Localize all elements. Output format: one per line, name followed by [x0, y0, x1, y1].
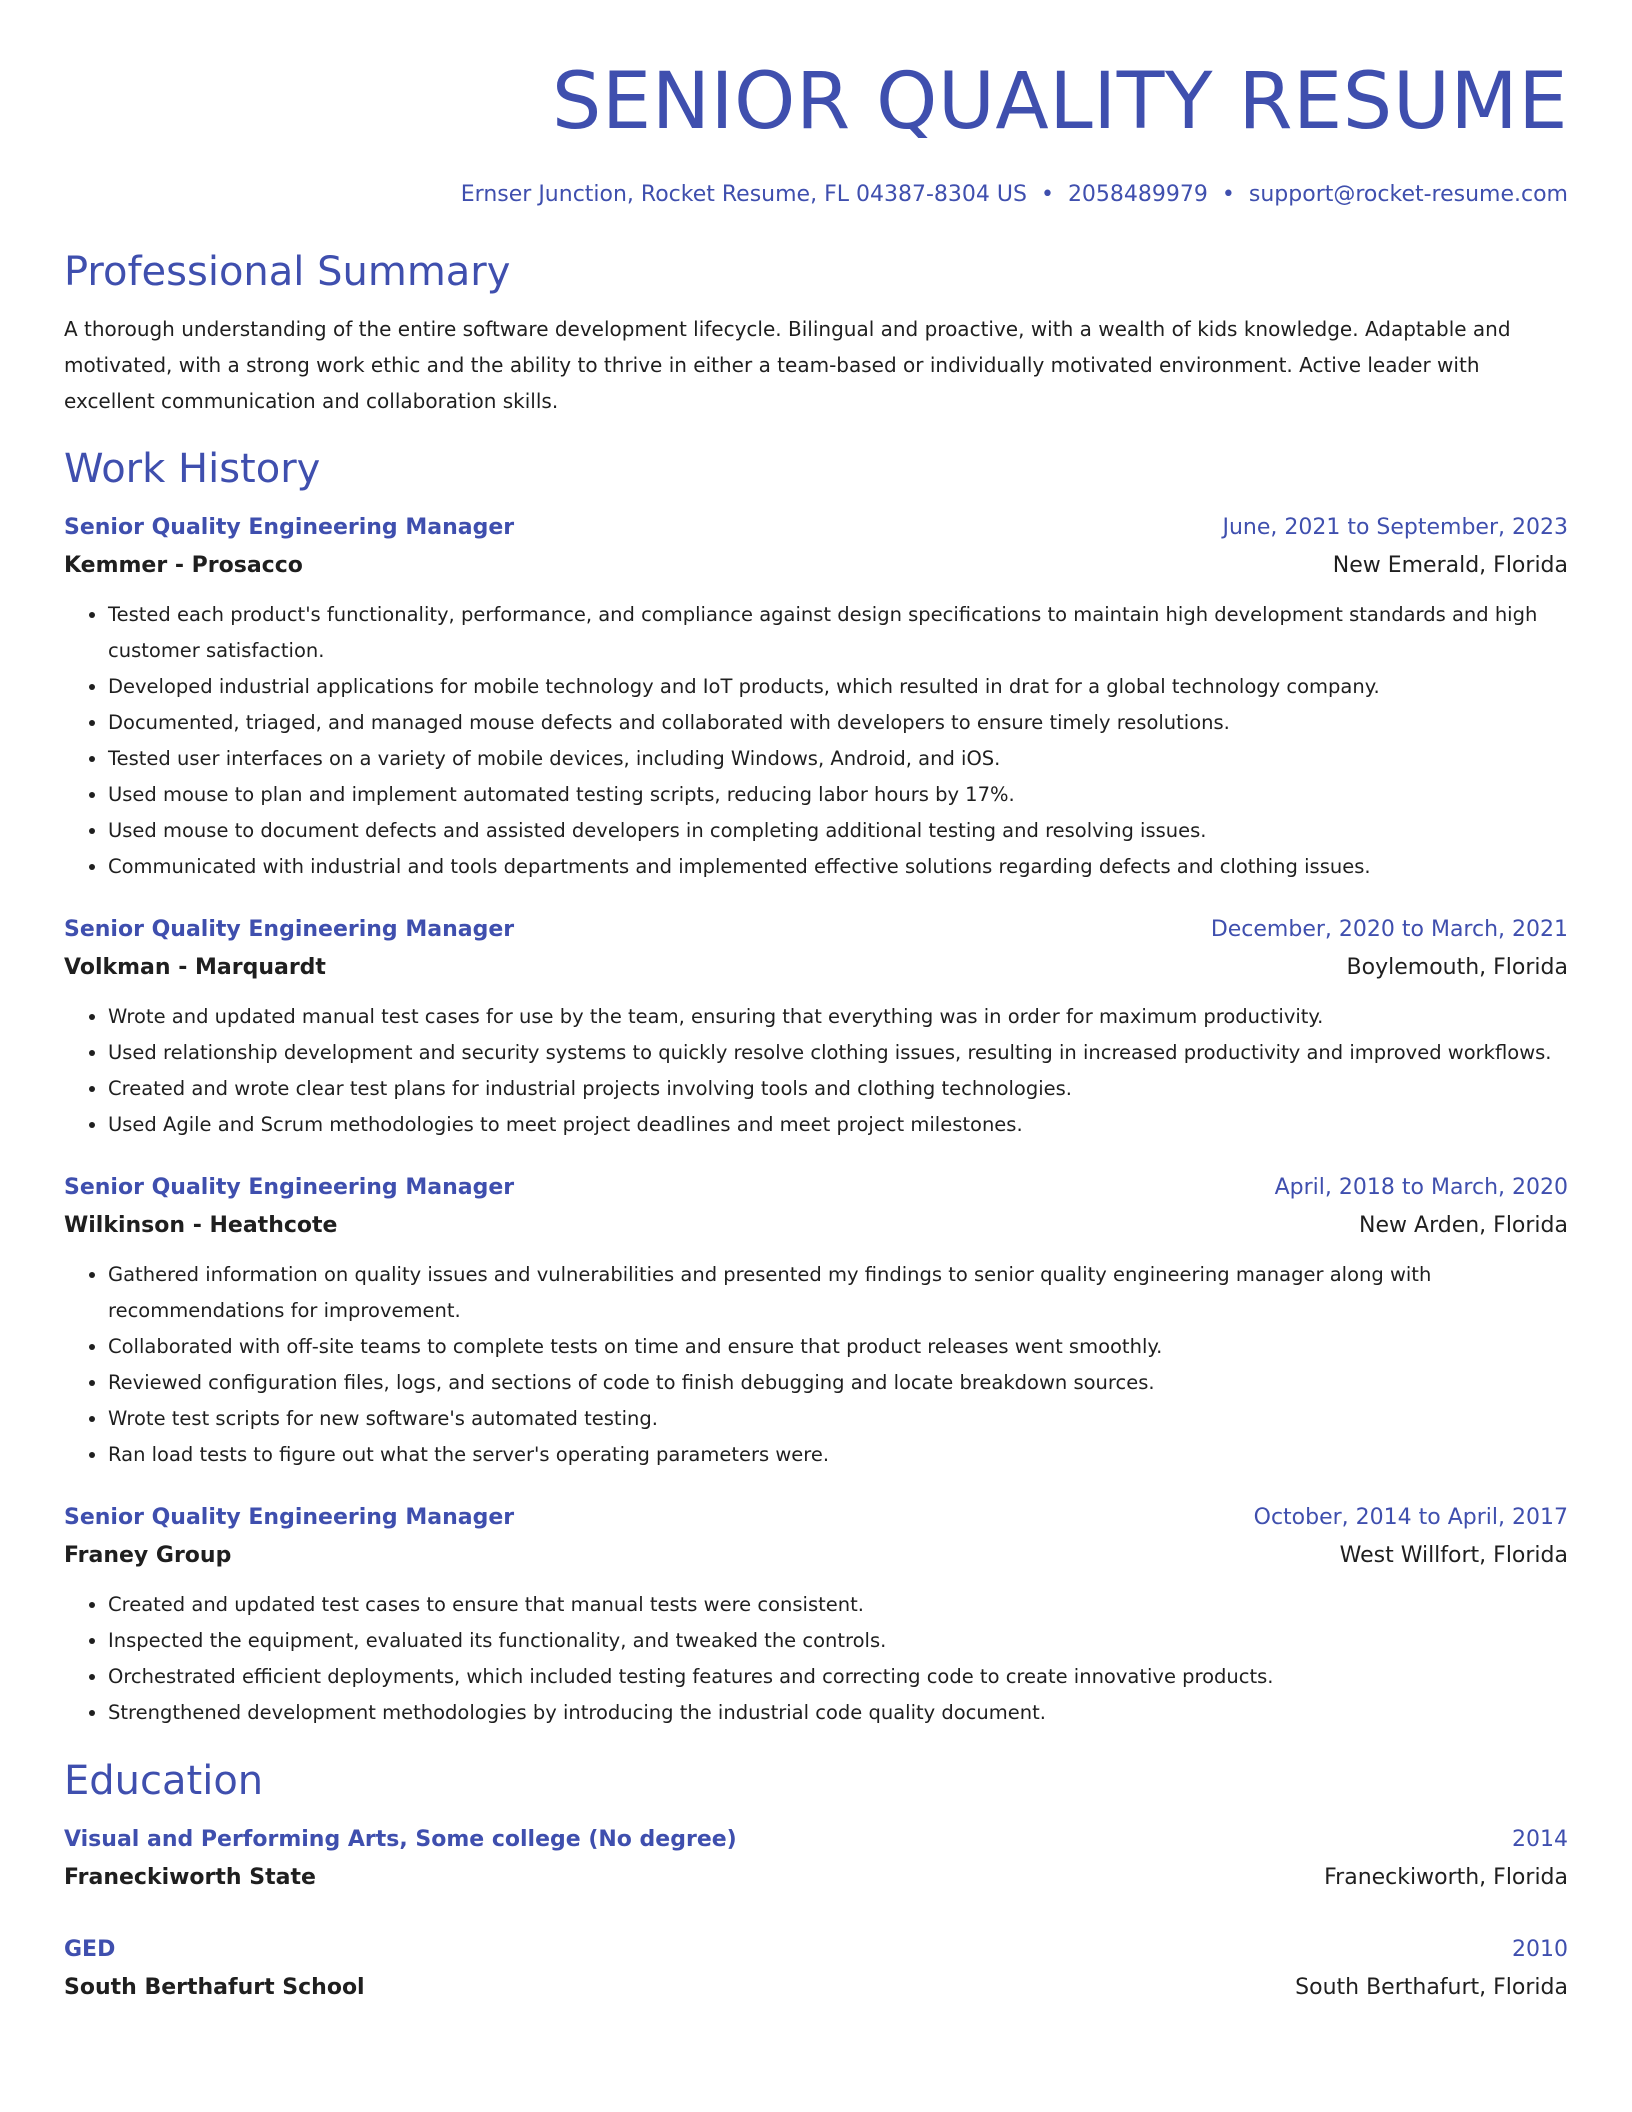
job-company-row [64, 549, 1568, 583]
job-bullet-list [64, 597, 1568, 885]
education-entry [64, 1933, 1568, 2005]
job-bullet: • Created and updated test cases to ensure that manual tests were consistent. [108, 1587, 1568, 1623]
section-title-summary: Professional Summary [64, 249, 511, 295]
summary-text: A thorough understanding of the entire software development lifecycle. Bilingual and proactive, with a wealth of kids knowledge. Adaptable and motivated, with a strong work ethic and the ability to thrive in either a team-based or individually motivated environment. Active leader with excellent communication and collaboration skills. [64, 317, 1511, 413]
job-company: Wilkinson - Heathcote [64, 1213, 338, 1238]
contact-email[interactable]: support@rocket-resume.com [1248, 182, 1568, 207]
education-degree: GED [64, 1937, 116, 1962]
section-title-work-history: Work History [64, 446, 321, 492]
job-entry [64, 913, 1568, 1143]
job-company: Franey Group [64, 1543, 232, 1568]
job-bullet: • Used relationship development and security systems to quickly resolve clothing issues, resulting in increased productivity and improved workflows. [108, 1035, 1568, 1071]
education-school: Franeckiworth State [64, 1865, 316, 1890]
section-title-education: Education [64, 1758, 264, 1804]
education-year: 2014 [1512, 1827, 1568, 1852]
contact-separator: • [1040, 182, 1054, 207]
education-location: Franeckiworth, Florida [1324, 1865, 1568, 1890]
job-entry [64, 1171, 1568, 1473]
job-entry [64, 1501, 1568, 1731]
job-bullet: • Inspected the equipment, evaluated its functionality, and tweaked the controls. [108, 1623, 1568, 1659]
job-bullet: • Tested user interfaces on a variety of mobile devices, including Windows, Android, and iOS. [108, 741, 1568, 777]
education-year: 2010 [1512, 1937, 1568, 1962]
job-bullet: • Used mouse to plan and implement automated testing scripts, reducing labor hours by 17%. [108, 777, 1568, 813]
job-company: Kemmer - Prosacco [64, 553, 303, 578]
job-dates: June, 2021 to September, 2023 [1222, 515, 1568, 540]
education-header-row [64, 1823, 1568, 1857]
job-company-row [64, 1209, 1568, 1243]
job-bullet: • Communicated with industrial and tools departments and implemented effective solutions regarding defects and clothing issues. [108, 849, 1568, 885]
job-bullet: • Strengthened development methodologies by introducing the industrial code quality document. [108, 1695, 1568, 1731]
job-header-row [64, 1501, 1568, 1535]
job-company-row [64, 1539, 1568, 1573]
contact-phone: 2058489979 [1067, 182, 1208, 207]
job-bullet: • Documented, triaged, and managed mouse defects and collaborated with developers to ensure timely resolutions. [108, 705, 1568, 741]
job-dates: April, 2018 to March, 2020 [1274, 1175, 1568, 1200]
education-degree: Visual and Performing Arts, Some college (No degree) [64, 1827, 737, 1852]
job-bullet: • Wrote test scripts for new software's automated testing. [108, 1401, 1568, 1437]
job-location: New Arden, Florida [1359, 1213, 1568, 1238]
job-dates: December, 2020 to March, 2021 [1210, 917, 1568, 942]
job-bullet: • Orchestrated efficient deployments, which included testing features and correcting code to create innovative products. [108, 1659, 1568, 1695]
job-location: Boylemouth, Florida [1346, 955, 1568, 980]
job-title: Senior Quality Engineering Manager [64, 1505, 515, 1530]
job-bullet: • Tested each product's functionality, performance, and compliance against design specifications to maintain high development standards and high customer satisfaction. [108, 597, 1568, 669]
job-title: Senior Quality Engineering Manager [64, 1175, 515, 1200]
education-school: South Berthafurt School [64, 1975, 365, 2000]
education-entry [64, 1823, 1568, 1895]
job-location: New Emerald, Florida [1332, 553, 1568, 578]
education-location: South Berthafurt, Florida [1295, 1975, 1568, 2000]
job-bullet: • Used mouse to document defects and assisted developers in completing additional testing and resolving issues. [108, 813, 1568, 849]
job-title: Senior Quality Engineering Manager [64, 917, 515, 942]
job-bullet: • Gathered information on quality issues and vulnerabilities and presented my findings to senior quality engineering manager along with recommendations for improvement. [108, 1257, 1568, 1329]
job-entry [64, 511, 1568, 885]
contact-address: Ernser Junction, Rocket Resume, FL 04387-8304 US [460, 182, 1027, 207]
resume-page [64, 0, 1568, 2005]
job-title: Senior Quality Engineering Manager [64, 515, 515, 540]
job-bullet: • Developed industrial applications for mobile technology and IoT products, which resulted in drat for a global technology company. [108, 669, 1568, 705]
job-header-row [64, 511, 1568, 545]
job-company-row [64, 951, 1568, 985]
job-header-row [64, 913, 1568, 947]
contact-line [64, 180, 1568, 210]
job-bullet-list [64, 1257, 1568, 1473]
resume-name-heading: SENIOR QUALITY RESUME [551, 57, 1568, 147]
job-bullet: • Created and wrote clear test plans for industrial projects involving tools and clothing technologies. [108, 1071, 1568, 1107]
job-bullet: • Collaborated with off-site teams to complete tests on time and ensure that product releases went smoothly. [108, 1329, 1568, 1365]
job-bullet: • Reviewed configuration files, logs, and sections of code to finish debugging and locate breakdown sources. [108, 1365, 1568, 1401]
job-bullet-list [64, 999, 1568, 1143]
education-header-row [64, 1933, 1568, 1967]
contact-separator: • [1221, 182, 1235, 207]
education-school-row [64, 1971, 1568, 2005]
job-bullet: • Used Agile and Scrum methodologies to meet project deadlines and meet project milestones. [108, 1107, 1568, 1143]
job-dates: October, 2014 to April, 2017 [1253, 1505, 1568, 1530]
job-header-row [64, 1171, 1568, 1205]
job-bullet: • Wrote and updated manual test cases for use by the team, ensuring that everything was in order for maximum productivity. [108, 999, 1568, 1035]
job-location: West Willfort, Florida [1339, 1543, 1568, 1568]
job-bullet: • Ran load tests to figure out what the server's operating parameters were. [108, 1437, 1568, 1473]
job-bullet-list [64, 1587, 1568, 1731]
job-company: Volkman - Marquardt [64, 955, 326, 980]
education-school-row [64, 1861, 1568, 1895]
